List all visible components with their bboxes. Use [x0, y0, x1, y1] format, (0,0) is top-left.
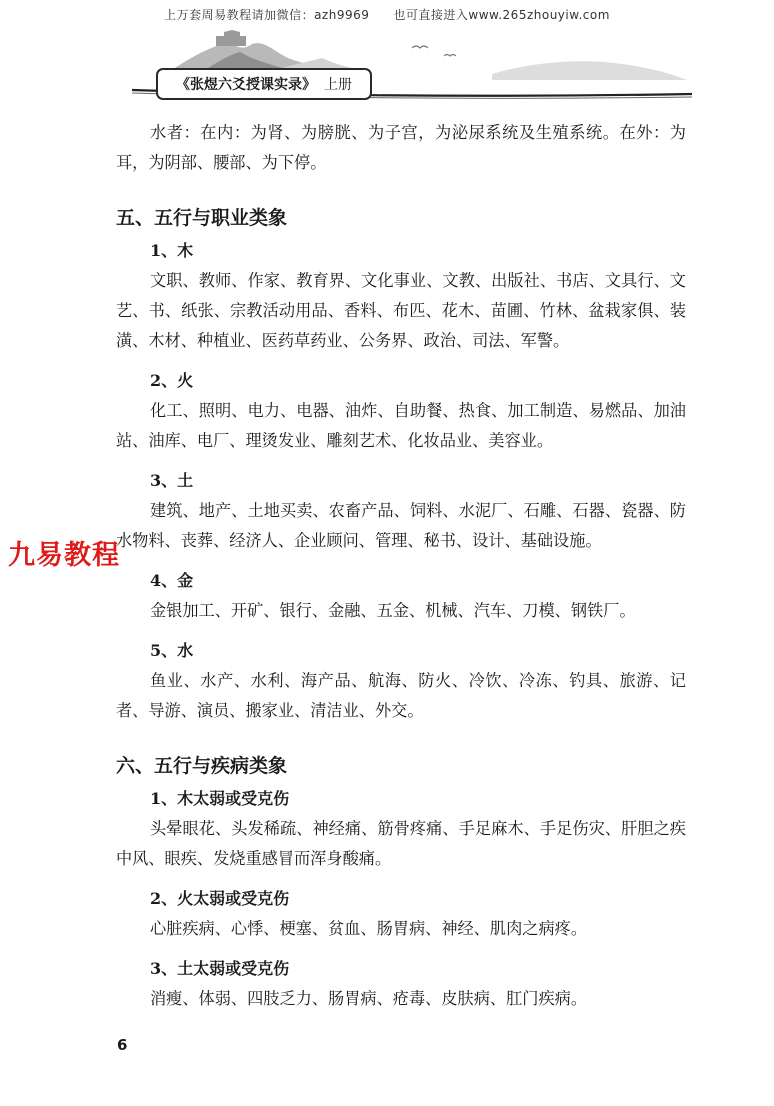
item-text: 建筑、地产、土地买卖、农畜产品、饲料、水泥厂、石雕、石器、瓷器、防水物料、丧葬、经济人、企业顾问、管理、秘书、设计、基础设施。: [116, 501, 686, 550]
website-notice: 也可直接进入www.265zhouyiw.com: [393, 8, 610, 22]
item-heading: 4、金: [150, 571, 194, 590]
intro-paragraph: 水者：在内：为肾、为膀胱、为子宫，为泌尿系统及生殖系统。在外：为耳，为阴部、腰部、为下停。: [116, 123, 686, 172]
item-text: 消瘦、体弱、四肢乏力、肠胃病、疮毒、皮肤病、肛门疾病。: [150, 989, 588, 1008]
item-text: 金银加工、开矿、银行、金融、五金、机械、汽车、刀模、钢铁厂。: [150, 601, 636, 620]
item-heading: 1、木太弱或受克伤: [150, 789, 290, 808]
disease-fire: [116, 884, 686, 944]
volume-label: 上册: [324, 77, 352, 93]
item-heading: 1、木: [150, 241, 194, 260]
watermark-text: 九易教程: [8, 540, 120, 571]
item-heading: 3、土太弱或受克伤: [150, 959, 290, 978]
item-heading: 2、火: [150, 371, 194, 390]
disease-earth: [116, 954, 686, 1014]
occupation-fire: [116, 366, 686, 456]
item-text: 头晕眼花、头发稀疏、神经痛、筋骨疼痛、手足麻木、手足伤灾、肝胆之疾中风、眼疾、发烧重感冒而浑身酸痛。: [116, 819, 686, 868]
occupation-wood: [116, 236, 686, 356]
book-title: 《张煜六爻授课实录》: [176, 77, 316, 93]
item-heading: 5、水: [150, 641, 194, 660]
book-title-box: [156, 68, 372, 100]
section-title-occupation: 五、五行与职业类象: [116, 207, 288, 229]
item-heading: 2、火太弱或受克伤: [150, 889, 290, 908]
occupation-earth: [116, 466, 686, 556]
top-notice: [0, 6, 774, 23]
item-text: 心脏疾病、心悸、梗塞、贫血、肠胃病、神经、肌肉之病疼。: [150, 919, 588, 938]
page-number: 6: [117, 1036, 128, 1054]
occupation-water: [116, 636, 686, 726]
section-title-disease: 六、五行与疾病类象: [116, 755, 288, 777]
page-content: [116, 118, 686, 1024]
wechat-notice: 上万套周易教程请加微信：azh9969: [164, 8, 370, 22]
item-text: 化工、照明、电力、电器、油炸、自助餐、热食、加工制造、易燃品、加油站、油库、电厂、理烫发业、雕刻艺术、化妆品业、美容业。: [116, 401, 686, 450]
occupation-metal: [116, 566, 686, 626]
item-text: 文职、教师、作家、教育界、文化事业、文教、出版社、书店、文具行、文艺、书、纸张、宗教活动用品、香料、布匹、花木、苗圃、竹林、盆栽家俱、装潢、木材、种植业、医药草药业、公务界、政治、司法、军警。: [116, 271, 686, 350]
item-heading: 3、土: [150, 471, 194, 490]
item-text: 鱼业、水产、水利、海产品、航海、防火、冷饮、冷冻、钓具、旅游、记者、导游、演员、搬家业、清洁业、外交。: [116, 671, 686, 720]
header-banner: [112, 28, 692, 106]
disease-wood: [116, 784, 686, 874]
